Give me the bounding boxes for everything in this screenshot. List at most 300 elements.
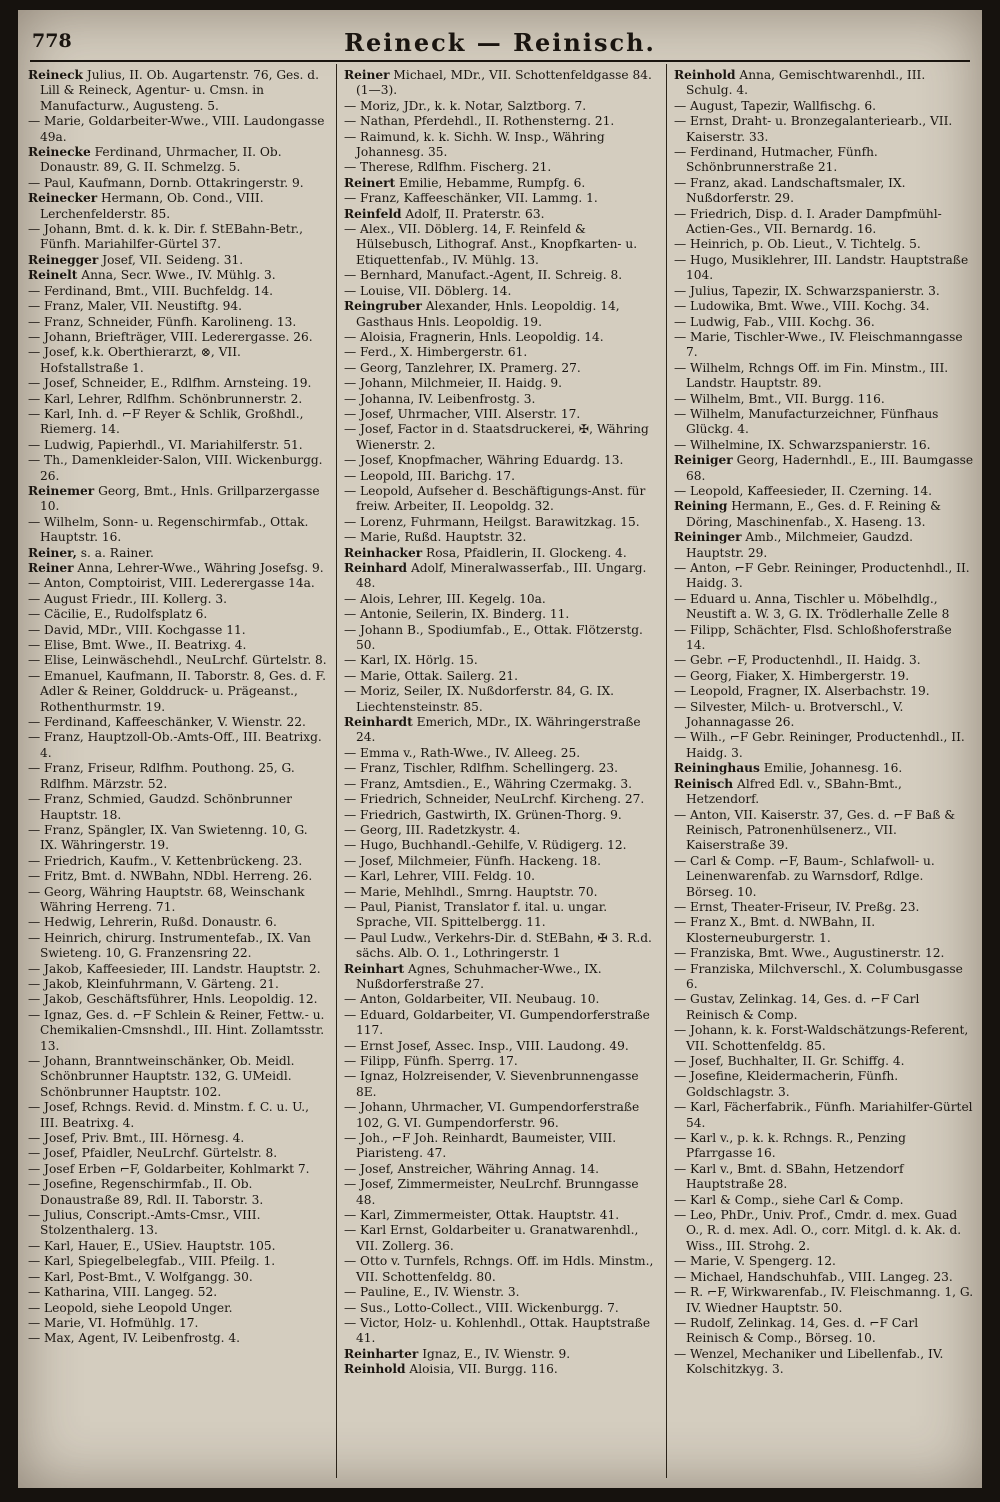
column-divider (336, 64, 337, 1478)
entry-text: — Wilh., ⌐F Gebr. Reininger, Productenhdl., II. Haidg. 3. (674, 730, 965, 760)
entry-text: — Ferd., X. Himbergerstr. 61. (344, 345, 528, 360)
entry-text: Josef, VII. Seideng. 31. (98, 252, 244, 267)
entry-text: — Karl, IX. Hörlg. 15. (344, 653, 478, 668)
directory-entry (344, 469, 660, 484)
directory-entry (674, 68, 974, 99)
entry-text: — August, Tapezir, Wallfischg. 6. (674, 98, 877, 113)
entry-text: — Josefine, Regenschirmfab., II. Ob. Donaustraße 89, Rdl. II. Taborstr. 3. (28, 1177, 264, 1207)
entry-text: — Leopold, siehe Leopold Unger. (28, 1300, 233, 1315)
entry-text: — Anton, VII. Kaiserstr. 37, Ges. d. ⌐F Baß & Reinisch, Patronenhülsenerz., VII. Kaiserstraße 39. (674, 807, 956, 853)
entry-text: — Anton, Goldarbeiter, VII. Neubaug. 10. (344, 992, 600, 1007)
directory-entry (344, 207, 660, 222)
entry-text: Georg, Hadernhdl., E., III. Baumgasse 68. (686, 453, 974, 483)
directory-entry (674, 962, 974, 993)
entry-surname: Reiniger (674, 453, 733, 468)
entry-text: — David, MDr., VIII. Kochgasse 11. (28, 622, 246, 637)
entry-text: — Franz, Hauptzoll-Ob.-Amts-Off., III. Beatrixg. 4. (28, 730, 322, 760)
entry-text: — Leopold, Aufseher d. Beschäftigungs-Anst. für freiw. Arbeiter, II. Leopoldg. 32. (344, 483, 646, 514)
entry-text: — Marie, Ottak. Sailerg. 21. (344, 668, 519, 683)
directory-entry (344, 1208, 660, 1223)
entry-text: — Johann, Branntweinschänker, Ob. Meidl. Schönbrunner Hauptstr. 132, G. UMeidl. Schönbrunner Hauptstr. 102. (28, 1054, 295, 1099)
entry-text: — Marie, Rußd. Hauptstr. 32. (344, 530, 527, 545)
entry-surname: Reinelt (28, 268, 78, 283)
directory-entry (28, 823, 328, 854)
entry-text: — Nathan, Pferdehdl., II. Rothensterng. 21. (344, 114, 615, 129)
directory-entry (344, 392, 660, 407)
directory-entry (674, 499, 974, 530)
entry-text: — Karl, Lehrer, VIII. Feldg. 10. (344, 869, 535, 884)
entry-text: — Josef, Factor in d. Staatsdruckerei, ✠, Währing Wienerstr. 2. (344, 422, 649, 452)
entry-surname: Reinhacker (344, 545, 423, 560)
directory-entry (28, 730, 328, 761)
directory-entry (344, 900, 660, 931)
entry-text: — Johanna, IV. Leibenfrostg. 3. (344, 391, 536, 406)
column-divider (666, 64, 667, 1478)
directory-entry (674, 392, 974, 407)
entry-text: — Franziska, Bmt. Wwe., Augustinerstr. 12. (674, 946, 945, 961)
directory-entry (28, 376, 328, 391)
directory-entry (674, 237, 974, 252)
entry-text: — Anton, Comptoirist, VIII. Lederergasse 14a. (28, 576, 315, 591)
directory-entry (674, 484, 974, 499)
entry-text: — Johann, Uhrmacher, VI. Gumpendorferstraße 102, G. VI. Gumpendorferstr. 96. (344, 1100, 640, 1130)
entry-surname: Reinharter (344, 1346, 419, 1361)
entry-text: — Aloisia, Fragnerin, Hnls. Leopoldig. 14. (344, 329, 604, 344)
directory-entry (674, 653, 974, 668)
entry-surname: Reiner (344, 68, 390, 82)
directory-entry (344, 1131, 660, 1162)
entry-text: — Georg, Währing Hauptstr. 68, Weinschank Währing Herreng. 71. (28, 884, 305, 914)
directory-entry (344, 761, 660, 776)
entry-text: — Bernhard, Manufact.-Agent, II. Schreig. 8. (344, 268, 623, 283)
entry-text: — Leopold, Kaffeesieder, II. Czerning. 14. (674, 483, 933, 498)
entry-text: — Julius, Tapezir, IX. Schwarzspanierstr. 3. (674, 283, 940, 298)
directory-entry (344, 530, 660, 545)
directory-entry (344, 222, 660, 268)
entry-text: — Otto v. Turnfels, Rchngs. Off. im Hdls. Minstm., VII. Schottenfeldg. 80. (344, 1254, 654, 1284)
directory-entry (344, 1162, 660, 1177)
entry-text: — Josef, Pfaidler, NeuLrchf. Gürtelstr. 8. (28, 1146, 278, 1161)
entry-text: — Filipp, Schächter, Flsd. Schloßhoferstraße 14. (674, 622, 952, 653)
directory-entry (28, 1270, 328, 1285)
entry-surname: Reinhold (674, 68, 736, 82)
entry-surname: Reininger (674, 530, 742, 545)
entry-surname: Reinegger (28, 252, 99, 267)
directory-entry (344, 684, 660, 715)
directory-entry (674, 1316, 974, 1347)
directory-entry (674, 761, 974, 776)
directory-entry (674, 915, 974, 946)
entry-text: — Ludwig, Fab., VIII. Kochg. 36. (674, 314, 875, 329)
entry-text: — Johann, Briefträger, VIII. Lederergasse. 26. (28, 329, 313, 344)
entry-text: — Johann, Bmt. d. k. k. Dir. f. StEBahn-Betr., Fünfh. Mariahilfer-Gürtel 37. (28, 222, 304, 252)
entry-text: — Marie, VI. Hofmühlg. 17. (28, 1315, 199, 1330)
entry-text: — Georg, Fiaker, X. Himbergerstr. 19. (674, 668, 910, 683)
directory-entry (28, 1177, 328, 1208)
directory-entry (344, 1008, 660, 1039)
directory-entry (344, 1100, 660, 1131)
entry-text: — Karl, Zimmermeister, Ottak. Hauptstr. 41. (344, 1208, 620, 1223)
directory-entry (674, 114, 974, 145)
directory-entry (28, 931, 328, 962)
entry-text: — Jakob, Kaffeesieder, III. Landstr. Hauptstr. 2. (28, 961, 321, 976)
directory-entry (28, 1100, 328, 1131)
entry-text: — Louise, VII. Döblerg. 14. (344, 283, 512, 298)
directory-entry (28, 977, 328, 992)
directory-entry (28, 561, 328, 576)
entry-text: — Eduard, Goldarbeiter, VI. Gumpendorferstraße 117. (344, 1007, 650, 1038)
directory-entry (344, 962, 660, 993)
entry-surname: Reinert (344, 175, 396, 190)
entry-text: Georg, Bmt., Hnls. Grillparzergasse 10. (40, 483, 320, 514)
header-rule (30, 60, 970, 62)
directory-entry (28, 1316, 328, 1331)
directory-entry (344, 885, 660, 900)
entry-text: — Therese, Rdlfhm. Fischerg. 21. (344, 160, 552, 175)
entry-text: Ferdinand, Uhrmacher, II. Ob. Donaustr. 89, G. II. Schmelzg. 5. (40, 145, 282, 175)
entry-text: — Hugo, Buchhandl.-Gehilfe, V. Rüdigerg. 12. (344, 838, 627, 853)
directory-entry (674, 1131, 974, 1162)
directory-entry (28, 1254, 328, 1269)
entry-surname: Reineck (28, 68, 83, 82)
entry-text: — Heinrich, p. Ob. Lieut., V. Tichtelg. 5. (674, 237, 921, 252)
entry-text: — Karl, Hauer, E., USiev. Hauptstr. 105. (28, 1238, 276, 1253)
directory-entry (344, 1316, 660, 1347)
column-2 (344, 68, 660, 1478)
directory-entry (344, 160, 660, 175)
entry-text: — Josef, Uhrmacher, VIII. Alserstr. 17. (344, 406, 581, 421)
directory-entry (28, 176, 328, 191)
entry-text: — Paul, Pianist, Translator f. ital. u. ungar. Sprache, VII. Spittelbergg. 11. (344, 899, 608, 930)
entry-text: — Karl, Inh. d. ⌐F Reyer & Schlik, Großhdl., Riemerg. 14. (28, 406, 304, 437)
entry-text: — Karl & Comp., siehe Carl & Comp. (674, 1192, 904, 1207)
directory-entry (28, 653, 328, 668)
directory-entry (674, 1270, 974, 1285)
directory-entry (674, 407, 974, 438)
entry-text: — Marie, Tischler-Wwe., IV. Fleischmanngasse 7. (674, 329, 963, 360)
directory-entry (28, 315, 328, 330)
directory-entry (674, 284, 974, 299)
directory-entry (28, 576, 328, 591)
directory-entry (344, 1054, 660, 1069)
directory-entry (344, 838, 660, 853)
entry-text: Anna, Lehrer-Wwe., Währing Josefsg. 9. (73, 561, 324, 575)
directory-entry (674, 207, 974, 238)
directory-entry (674, 453, 974, 484)
directory-entry (344, 823, 660, 838)
directory-entry (674, 145, 974, 176)
entry-text: — Carl & Comp. ⌐F, Baum-, Schlafwoll- u. Leinenwarenfab. zu Warnsdorf, Rdlge. Börseg. 10. (674, 853, 935, 899)
entry-text: Adolf, II. Praterstr. 63. (401, 206, 545, 221)
entry-text: Agnes, Schuhmacher-Wwe., IX. Nußdorferstraße 27. (356, 961, 602, 991)
directory-entry (28, 761, 328, 792)
directory-entry (28, 284, 328, 299)
entry-text: — Friedrich, Gastwirth, IX. Grünen-Thorg. 9. (344, 807, 622, 822)
entry-text: — Ernst Josef, Assec. Insp., VIII. Laudong. 49. (344, 1038, 629, 1053)
entry-text: — Friedrich, Kaufm., V. Kettenbrückeng. 23. (28, 853, 303, 868)
entry-text: — R. ⌐F, Wirkwarenfab., IV. Fleischmanng. 1, G. IV. Wiedner Hauptstr. 50. (674, 1285, 974, 1315)
directory-entry (28, 854, 328, 869)
entry-text: — Josef, Milchmeier, Fünfh. Hackeng. 18. (344, 853, 602, 868)
entry-text: — Karl, Lehrer, Rdlfhm. Schönbrunnerstr. 2. (28, 391, 303, 406)
entry-surname: Reinisch (674, 776, 734, 791)
directory-entry (674, 1162, 974, 1193)
entry-text: — Karl, Post-Bmt., V. Wolfgangg. 30. (28, 1269, 253, 1284)
directory-entry (344, 1285, 660, 1300)
entry-surname: Reinecker (28, 191, 98, 206)
directory-entry (674, 992, 974, 1023)
entry-text: — Franz, Kaffeeschänker, VII. Lammg. 1. (344, 191, 598, 206)
entry-text: Hermann, E., Ges. d. F. Reining & Döring, Maschinenfab., X. Haseng. 13. (686, 499, 941, 529)
directory-entry (28, 191, 328, 222)
directory-entry (28, 145, 328, 176)
entry-text: — Ferdinand, Hutmacher, Fünfh. Schönbrunnerstraße 21. (674, 145, 878, 175)
entry-text: — August Friedr., III. Kollerg. 3. (28, 591, 228, 606)
directory-entry (28, 253, 328, 268)
entry-text: — Johann B., Spodiumfab., E., Ottak. Flötzerstg. 50. (344, 622, 643, 653)
directory-entry (344, 669, 660, 684)
directory-entry (344, 191, 660, 206)
entry-text: — Wilhelm, Rchngs Off. im Fin. Minstm., III. Landstr. Hauptstr. 89. (674, 360, 949, 391)
entry-text: — Max, Agent, IV. Leibenfrostg. 4. (28, 1331, 241, 1346)
entry-surname: Reinhart (344, 961, 405, 976)
entry-text: — Antonie, Seilerin, IX. Binderg. 11. (344, 607, 570, 622)
entry-text: — Ludowika, Bmt. Wwe., VIII. Kochg. 34. (674, 299, 930, 314)
entry-text: — Friedrich, Disp. d. I. Arader Dampfmühl-Actien-Ges., VII. Bernardg. 16. (674, 206, 942, 237)
entry-text: — Julius, Conscript.-Amts-Cmsr., VIII. Stolzenthalerg. 13. (28, 1208, 261, 1238)
directory-entry (344, 484, 660, 515)
directory-entry (674, 1347, 974, 1378)
directory-entry (28, 392, 328, 407)
entry-text: — Georg, Tanzlehrer, IX. Pramerg. 27. (344, 360, 581, 375)
entry-text: — Ludwig, Papierhdl., VI. Mariahilferstr. 51. (28, 437, 303, 452)
directory-entry (28, 114, 328, 145)
directory-entry (344, 792, 660, 807)
directory-entry (28, 330, 328, 345)
entry-text: — Jakob, Geschäftsführer, Hnls. Leopoldig. 12. (28, 992, 318, 1007)
directory-entry (344, 653, 660, 668)
directory-entry (28, 1208, 328, 1239)
directory-entry (674, 854, 974, 900)
directory-entry (344, 854, 660, 869)
directory-entry (674, 946, 974, 961)
entry-text: — Marie, V. Spengerg. 12. (674, 1254, 836, 1269)
entry-text: — Paul, Kaufmann, Dornb. Ottakringerstr. 9. (28, 175, 304, 190)
entry-text: — Heinrich, chirurg. Instrumentefab., IX. Van Swieteng. 10, G. Franzensring 22. (28, 930, 311, 961)
entry-text: — Karl, Fächerfabrik., Fünfh. Mariahilfer-Gürtel 54. (674, 1100, 973, 1130)
directory-entry (674, 777, 974, 808)
directory-entry (674, 176, 974, 207)
directory-entry (674, 1023, 974, 1054)
directory-page (18, 10, 982, 1488)
entry-surname: Reinhardt (344, 715, 413, 730)
entry-surname: Reinemer (28, 483, 95, 498)
directory-entry (344, 1039, 660, 1054)
directory-entry (344, 330, 660, 345)
directory-entry (28, 1285, 328, 1300)
entry-text: Emerich, MDr., IX. Währingerstraße 24. (356, 715, 641, 745)
entry-surname: Reiner, (28, 545, 77, 560)
entry-text: — Karl Ernst, Goldarbeiter u. Granatwarenhdl., VII. Zollerg. 36. (344, 1223, 639, 1253)
directory-entry (674, 530, 974, 561)
entry-text: — Josef, Rchngs. Revid. d. Minstm. f. C. u. U., III. Beatrixg. 4. (28, 1100, 309, 1130)
entry-surname: Reinfeld (344, 206, 402, 221)
directory-entry (344, 1069, 660, 1100)
entry-text: — Emanuel, Kaufmann, II. Taborstr. 8, Ges. d. F. Adler & Reiner, Golddruck- u. Prägeanst., Rothenthurmstr. 19. (28, 668, 326, 714)
entry-text: — Moriz, Seiler, IX. Nußdorferstr. 84, G. IX. Liechtensteinstr. 85. (344, 684, 615, 714)
directory-entry (344, 931, 660, 962)
page-header (30, 22, 970, 56)
directory-entry (674, 299, 974, 314)
entry-text: — Sus., Lotto-Collect., VIII. Wickenburgg. 7. (344, 1300, 619, 1315)
entry-text: — Franz, Maler, VII. Neustiftg. 94. (28, 299, 243, 314)
entry-text: Aloisia, VII. Burgg. 116. (405, 1362, 558, 1377)
directory-entry (344, 607, 660, 622)
directory-entry (344, 992, 660, 1007)
directory-entry (674, 808, 974, 854)
directory-entry (344, 546, 660, 561)
directory-entry (344, 746, 660, 761)
directory-entry (28, 1008, 328, 1054)
entry-text: — Josef, Buchhalter, II. Gr. Schiffg. 4. (674, 1054, 905, 1068)
directory-entry (28, 1146, 328, 1161)
directory-entry (344, 130, 660, 161)
entry-text: — Raimund, k. k. Sichh. W. Insp., Währing Johannesg. 35. (344, 129, 605, 160)
entry-text: — Fritz, Bmt. d. NWBahn, NDbl. Herreng. 26. (28, 869, 313, 884)
entry-text: — Wenzel, Mechaniker und Libellenfab., IV. Kolschitzkyg. 3. (674, 1346, 944, 1377)
entry-text: — Leopold, III. Barichg. 17. (344, 468, 516, 483)
entry-text: — Elise, Bmt. Wwe., II. Beatrixg. 4. (28, 638, 247, 653)
directory-entry (28, 407, 328, 438)
directory-entry (28, 1239, 328, 1254)
directory-entry (344, 869, 660, 884)
entry-surname: Reinhard (344, 561, 408, 575)
entry-text: — Hugo, Musiklehrer, III. Landstr. Hauptstraße 104. (674, 252, 969, 283)
directory-entry (28, 345, 328, 376)
entry-text: — Ernst, Theater-Friseur, IV. Preßg. 23. (674, 899, 920, 914)
directory-entry (674, 700, 974, 731)
directory-entry (28, 623, 328, 638)
directory-entry (28, 992, 328, 1007)
entry-text: — Ignaz, Holzreisender, V. Sievenbrunnengasse 8E. (344, 1069, 639, 1099)
entry-text: s. a. Rainer. (76, 545, 154, 560)
entry-text: — Franz, Schneider, Fünfh. Karolineng. 13. (28, 314, 297, 329)
entry-surname: Reining (674, 499, 728, 514)
entry-surname: Reingruber (344, 299, 422, 314)
entry-text: — Joh., ⌐F Joh. Reinhardt, Baumeister, VIII. Piaristeng. 47. (344, 1131, 617, 1161)
directory-entry (344, 99, 660, 114)
entry-text: — Leo, PhDr., Univ. Prof., Cmdr. d. mex. Guad O., R. d. mex. Adl. O., corr. Mitgl. d. k. Ak. d. Wiss., III. Strohg. 2. (674, 1208, 962, 1253)
entry-text: — Alex., VII. Döblerg. 14, F. Reinfeld & Hülsebusch, Lithograf. Anst., Knopfkarten- u. Etiquettenfab., IV. Mühlg. 13. (344, 222, 638, 267)
directory-entry (344, 777, 660, 792)
entry-text: — Eduard u. Anna, Tischler u. Möbelhdlg., Neustift a. W. 3, G. IX. Trödlerhalle Zelle 8 (674, 591, 950, 622)
column-3 (674, 68, 974, 1478)
entry-text: — Franziska, Milchverschl., X. Columbusgasse 6. (674, 961, 963, 991)
directory-entry (674, 438, 974, 453)
entry-text: — Franz, Spängler, IX. Van Swietenng. 10, G. IX. Währingerstr. 19. (28, 822, 308, 853)
directory-entry (28, 222, 328, 253)
directory-entry (344, 715, 660, 746)
directory-entry (674, 1208, 974, 1254)
entry-text: — Leopold, Fragner, IX. Alserbachstr. 19. (674, 684, 930, 699)
directory-entry (674, 1193, 974, 1208)
directory-entry (28, 268, 328, 283)
entry-text: — Wilhelm, Sonn- u. Regenschirmfab., Ottak. Hauptstr. 16. (28, 514, 309, 545)
entry-text: — Friedrich, Schneider, NeuLrchf. Kircheng. 27. (344, 792, 645, 807)
directory-entry (344, 1347, 660, 1362)
entry-text: — Franz, Friseur, Rdlfhm. Pouthong. 25, G. Rdlfhm. Märzstr. 52. (28, 761, 295, 791)
entry-text: — Filipp, Fünfh. Sperrg. 17. (344, 1054, 518, 1068)
directory-entry (28, 792, 328, 823)
entry-text: Hermann, Ob. Cond., VIII. Lerchenfelderstr. 85. (40, 191, 264, 221)
directory-entry (344, 623, 660, 654)
entry-text: — Michael, Handschuhfab., VIII. Langeg. 23. (674, 1269, 953, 1284)
entry-text: — Karl v., Bmt. d. SBahn, Hetzendorf Hauptstraße 28. (674, 1161, 904, 1192)
entry-text: Alfred Edl. v., SBahn-Bmt., Hetzendorf. (686, 776, 902, 807)
directory-entry (674, 1285, 974, 1316)
entry-text: — Cäcilie, E., Rudolfsplatz 6. (28, 607, 208, 622)
directory-entry (28, 1131, 328, 1146)
entry-text: — Josef, Priv. Bmt., III. Hörnesg. 4. (28, 1131, 245, 1146)
entry-text: — Johann, Milchmeier, II. Haidg. 9. (344, 376, 563, 391)
directory-entry (674, 330, 974, 361)
column-1 (28, 68, 328, 1478)
entry-text: — Ernst, Draht- u. Bronzegalanteriearb., VII. Kaiserstr. 33. (674, 114, 953, 144)
directory-entry (674, 684, 974, 699)
directory-entry (344, 422, 660, 453)
entry-text: — Franz, Schmied, Gaudzd. Schönbrunner Hauptstr. 18. (28, 792, 292, 822)
directory-entry (674, 99, 974, 114)
directory-entry (28, 453, 328, 484)
entry-text: — Wilhelmine, IX. Schwarzspanierstr. 16. (674, 437, 931, 452)
entry-text: — Wilhelm, Manufacturzeichner, Fünfhaus Glückg. 4. (674, 406, 939, 437)
directory-entry (344, 1223, 660, 1254)
entry-text: — Josef, Schneider, E., Rdlfhm. Arnsteing. 19. (28, 376, 312, 391)
entry-text: — Josef Erben ⌐F, Goldarbeiter, Kohlmarkt 7. (28, 1161, 310, 1176)
entry-text: — Josef, k.k. Oberthierarzt, ⊗, VII. Hofstallstraße 1. (28, 345, 241, 375)
directory-entry (28, 1301, 328, 1316)
entry-text: — Karl v., p. k. k. Rchngs. R., Penzing Pfarrgasse 16. (674, 1131, 906, 1161)
entry-text: Rosa, Pfaidlerin, II. Glockeng. 4. (422, 545, 627, 560)
entry-text: — Josef, Anstreicher, Währing Annag. 14. (344, 1161, 599, 1176)
directory-entry (344, 561, 660, 592)
directory-entry (674, 561, 974, 592)
directory-entry (344, 1301, 660, 1316)
directory-entry (28, 638, 328, 653)
entry-text: Anna, Secr. Wwe., IV. Mühlg. 3. (77, 268, 276, 283)
entry-surname: Reinecke (28, 145, 91, 160)
entry-text: Amb., Milchmeier, Gaudzd. Hauptstr. 29. (686, 530, 914, 560)
directory-entry (28, 546, 328, 561)
entry-text: — Josefine, Kleidermacherin, Fünfh. Goldschlagstr. 3. (674, 1069, 899, 1099)
directory-entry (28, 1331, 328, 1346)
directory-entry (674, 1100, 974, 1131)
directory-entry (674, 669, 974, 684)
directory-entry (28, 607, 328, 622)
directory-entry (28, 962, 328, 977)
entry-text: — Victor, Holz- u. Kohlenhdl., Ottak. Hauptstraße 41. (344, 1315, 651, 1346)
entry-text: — Ignaz, Ges. d. ⌐F Schlein & Reiner, Fettw.- u. Chemikalien-Cmsnshdl., III. Hint. Zollamtsstr. 13. (28, 1007, 325, 1053)
directory-entry (344, 1362, 660, 1377)
entry-text: — Emma v., Rath-Wwe., IV. Alleeg. 25. (344, 745, 581, 760)
entry-text: Emilie, Johannesg. 16. (759, 761, 903, 776)
directory-entry (28, 869, 328, 884)
directory-entry (344, 376, 660, 391)
entry-text: — Paul Ludw., Verkehrs-Dir. d. StEBahn, ✠ 3. R.d. sächs. Alb. O. 1., Lothringerstr. 1 (344, 930, 652, 961)
directory-entry (28, 915, 328, 930)
entry-text: — Hedwig, Lehrerin, Rußd. Donaustr. 6. (28, 915, 277, 930)
entry-text: — Silvester, Milch- u. Brotverschl., V. Johannagasse 26. (674, 699, 904, 730)
